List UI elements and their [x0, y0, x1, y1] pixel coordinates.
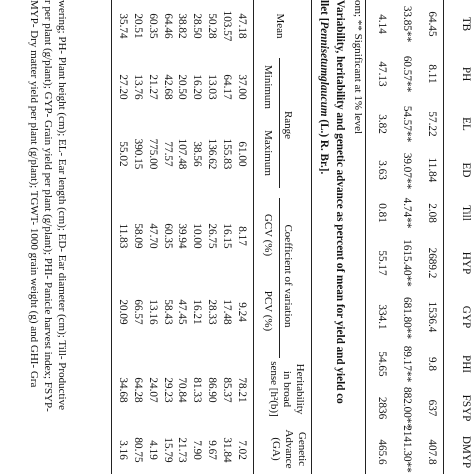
cell-mean: 35.74: [116, 13, 129, 39]
cell-pcv: 17.48: [221, 299, 234, 325]
column-mean: [115, 0, 249, 52]
table1-cell: 0.81: [376, 203, 388, 223]
table1-cell: 4.74**: [401, 197, 413, 229]
header-cv: Coefficient of variation: [282, 224, 294, 328]
table1-cell: 2836: [376, 396, 388, 420]
header-ga: [269, 424, 308, 474]
cell-ga: 15.79: [161, 437, 174, 463]
cell-mean: 47.18: [236, 13, 248, 39]
table1-cell: 334.1: [376, 304, 388, 330]
table1-header-cell: HYP: [460, 251, 472, 275]
table1-cell: 2141.30**: [401, 425, 413, 473]
cell-pcv: 28.33: [206, 299, 219, 325]
cell-gcv: 8.17: [236, 226, 248, 246]
cell-heritability: 81.33: [191, 377, 204, 403]
cell-heritability: 29.23: [161, 377, 174, 403]
footnote-line: r per plant (g/plant); GYP- Grain yield per plant (g/plant); PHI- Panicle harvest index; FSYP-: [42, 0, 54, 412]
cell-heritability: 85.37: [221, 377, 234, 403]
table2-header-rule: [253, 0, 254, 474]
table1-cell: 54.57**: [401, 105, 413, 143]
table1-cell: 33.85**: [401, 5, 413, 43]
column-ga: [115, 426, 249, 474]
header-heritability-line: in broad: [281, 370, 293, 408]
footnote-line: MYP- Dry matter yield per plant (g/plant); TGWT- 1000 grain weight (g) and GHI- Gra: [28, 0, 40, 388]
cell-mean: 60.35: [146, 13, 159, 39]
header-ga-line: Advance: [283, 429, 295, 469]
cell-mean: 64.46: [161, 13, 174, 39]
table2-caption: Variability, heritability and genetic advance as percent of mean for yield and yield co: [334, 0, 346, 404]
cell-minimum: 21.27: [146, 74, 159, 100]
table1-cell: 2.08: [426, 203, 438, 223]
cell-maximum: 155.83: [221, 138, 234, 170]
table1-cell: 64.45: [426, 11, 438, 37]
cell-pcv: 16.21: [191, 299, 204, 325]
cell-minimum: 27.20: [116, 74, 129, 100]
header-heritability-line: sense [h²(b)]: [268, 361, 280, 417]
table1-cell: 465.6: [376, 439, 388, 465]
table1-cell: 882.00**: [401, 387, 413, 429]
cell-gcv: 39.94: [176, 223, 189, 249]
header-mean: Mean: [274, 13, 286, 39]
cell-minimum: 13.03: [206, 74, 219, 100]
table1-header-cell: GYP: [460, 305, 472, 329]
column-maximum: [115, 122, 249, 186]
cell-maximum: 107.48: [176, 138, 189, 170]
cell-ga: 21.73: [176, 437, 189, 463]
cell-gcv: 10.00: [191, 223, 204, 249]
table1-header-cell: EL: [460, 117, 472, 131]
caption-text: (L.) R. Br.].: [318, 116, 330, 175]
table1-cell: 60.57**: [401, 55, 413, 93]
cell-ga: 9.67: [206, 440, 219, 460]
species-name: Pennisetumglaucum: [318, 21, 330, 117]
column-heritability: [115, 360, 249, 420]
column-gcv: [115, 204, 249, 268]
cell-maximum: 38.56: [191, 141, 204, 167]
cell-ga: 7.02: [236, 440, 248, 460]
table1-cell: 4.14: [376, 14, 388, 34]
cell-minimum: 13.76: [131, 74, 144, 100]
table1-cell: 47.13: [376, 61, 388, 87]
header-gcv: GCV (%): [262, 213, 274, 257]
cell-mean: 20.51: [131, 13, 144, 39]
table1-header-cell: Till: [460, 205, 472, 221]
cell-minimum: 16.20: [191, 74, 204, 100]
cell-gcv: 11.83: [116, 223, 129, 249]
cell-heritability: 78.21: [236, 377, 248, 403]
cell-mean: 28.50: [191, 13, 204, 39]
table1-cell: 39.07**: [401, 152, 413, 190]
cell-heritability: 70.84: [176, 377, 189, 403]
table1-header-cell: DMYP: [460, 435, 472, 469]
table1-footnote: om; ** Significant at 1% level: [352, 0, 364, 135]
header-ga-line: (GA): [270, 437, 282, 461]
range-rule: [279, 58, 280, 188]
table2-bottom-rule: [111, 0, 112, 474]
cell-gcv: 16.15: [221, 223, 234, 249]
table1-cell: 54.65: [376, 351, 388, 377]
cell-maximum: 61.00: [236, 141, 248, 167]
table1-cell: 55.17: [376, 250, 388, 276]
cell-gcv: 47.70: [146, 223, 159, 249]
cell-ga: 80.75: [131, 437, 144, 463]
column-pcv: [115, 280, 249, 344]
table1-header-cell: TB: [460, 16, 472, 32]
table1-cell: 57.22: [426, 111, 438, 137]
cell-pcv: 20.09: [116, 299, 129, 325]
cell-maximum: 77.57: [161, 141, 174, 167]
header-pcv: PCV (%): [262, 290, 274, 332]
table1-cell: 3.63: [376, 160, 388, 180]
table1-cell: 8.11: [426, 64, 438, 84]
cell-maximum: 55.02: [116, 141, 129, 167]
table2-caption-line2: [318, 0, 330, 474]
table1-rule: [443, 0, 444, 474]
header-ga-line: Genetic: [296, 431, 308, 467]
cell-mean: 38.82: [176, 13, 189, 39]
caption-text: llet [: [318, 0, 330, 22]
table1-cell: 9.8: [426, 357, 438, 371]
cell-maximum: 775.00: [146, 138, 159, 170]
table2-top-rule: [311, 0, 312, 474]
cell-pcv: 13.16: [146, 299, 159, 325]
table-row: [389, 0, 413, 474]
table1-cell: 3.82: [376, 114, 388, 134]
cell-gcv: 58.09: [131, 223, 144, 249]
header-maximum: Maximum: [262, 130, 274, 176]
table1-header-cell: ED: [460, 162, 472, 178]
cell-pcv: 47.45: [176, 299, 189, 325]
header-heritability: [267, 356, 306, 422]
table1-cell: 637: [426, 399, 438, 417]
cell-pcv: 58.43: [161, 299, 174, 325]
cell-heritability: 34.68: [116, 377, 129, 403]
cell-minimum: 42.68: [161, 74, 174, 100]
table1-header-cell: PH: [460, 66, 472, 82]
header-heritability-line: Heritability: [294, 363, 306, 415]
cell-heritability: 64.28: [131, 377, 144, 403]
cell-minimum: 37.00: [236, 74, 248, 100]
cell-maximum: 390.15: [131, 138, 144, 170]
table1-cell: 1536.4: [426, 301, 438, 333]
cell-minimum: 20.50: [176, 74, 189, 100]
cell-ga: 31.84: [221, 437, 234, 463]
cell-pcv: 9.24: [236, 302, 248, 322]
cell-maximum: 136.62: [206, 138, 219, 170]
table1-header: [448, 0, 472, 474]
table1-cell: 2689.2: [426, 247, 438, 279]
table1-bottom-rule: [365, 0, 366, 474]
cell-gcv: 26.75: [206, 223, 219, 249]
table1-cell: 11.84: [426, 157, 438, 183]
cell-ga: 3.16: [116, 440, 129, 460]
cell-mean: 50.28: [206, 13, 219, 39]
cell-heritability: 86.90: [206, 377, 219, 403]
table1-cell: 1615.40**: [401, 239, 413, 287]
column-minimum: [115, 58, 249, 116]
cell-heritability: 24.07: [146, 377, 159, 403]
header-minimum: Minimum: [262, 64, 274, 109]
footnote-line: wering; PH- Plant height (cm); EL- Ear length (cm); ED- Ear diameter (cm); Till- Productive: [56, 0, 68, 410]
cell-ga: 4.19: [146, 440, 159, 460]
table1-header-cell: FSYP: [460, 394, 472, 422]
table1-cell: 681.80**: [401, 297, 413, 339]
table-row: [364, 0, 388, 474]
cell-pcv: 66.57: [131, 299, 144, 325]
header-range: Range: [282, 110, 294, 140]
cell-minimum: 64.17: [221, 74, 234, 100]
table1-cell: 89.17**: [401, 345, 413, 383]
cv-rule: [279, 198, 280, 358]
cell-gcv: 60.35: [161, 223, 174, 249]
cell-ga: 7.90: [191, 440, 204, 460]
table-row: [414, 0, 438, 474]
table1-header-cell: PHI: [460, 354, 472, 374]
table1-cell: 407.8: [426, 439, 438, 465]
cell-mean: 103.57: [221, 10, 234, 42]
